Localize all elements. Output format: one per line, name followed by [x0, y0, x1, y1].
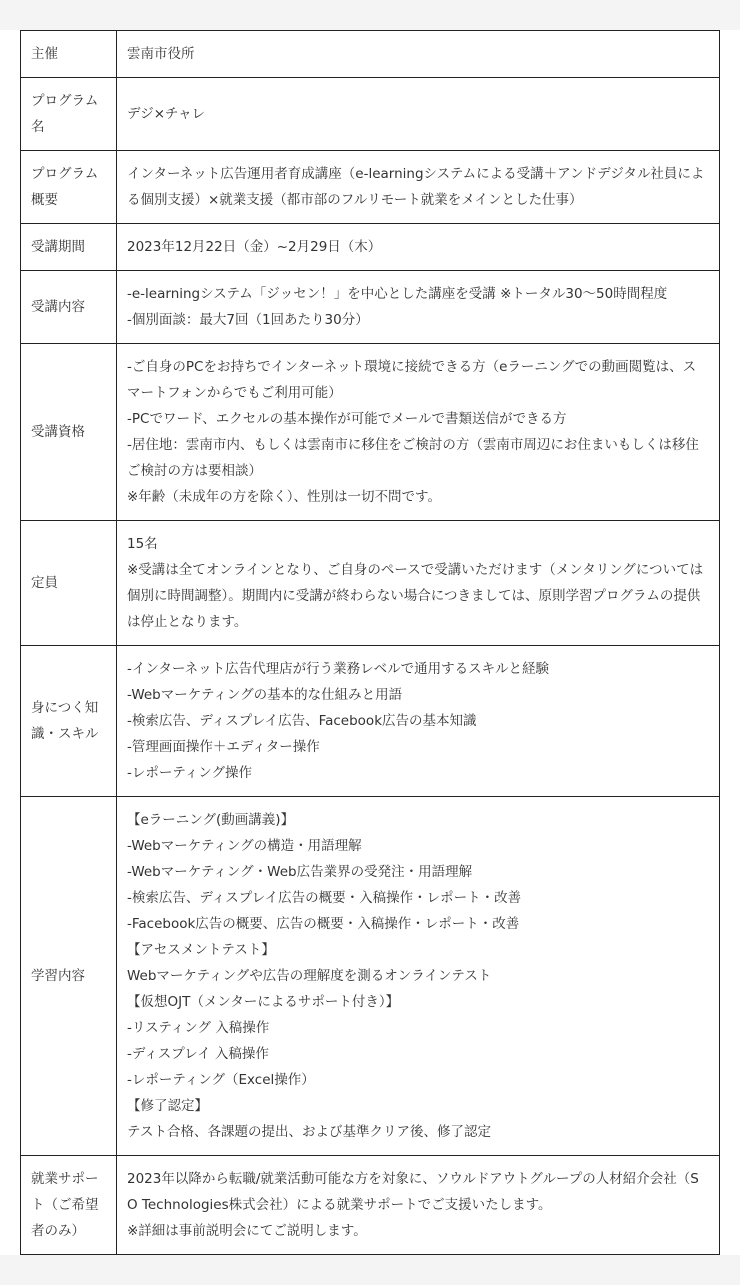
value-line: -Webマーケティングの基本的な仕組みと用語 [127, 687, 403, 703]
row-label-course-content: 受講内容 [21, 271, 117, 344]
row-value-course-content [117, 271, 720, 344]
table-row [21, 521, 720, 646]
value-line: -個別面談：最大7回（1回あたり30分） [127, 312, 369, 328]
value-line: -居住地：雲南市内、もしくは雲南市に移住をご検討の方（雲南市周辺にお住まいもしくは移住ご検討の方は要相談） [127, 437, 699, 479]
row-label-learning-content: 学習内容 [21, 797, 117, 1156]
table-body [21, 31, 720, 1255]
row-label-period: 受講期間 [21, 224, 117, 271]
value-line: -リスティング 入稿操作 [127, 1020, 270, 1036]
value-line: デジ×チャレ [127, 106, 206, 122]
table-row [21, 78, 720, 151]
table-row [21, 646, 720, 797]
row-value-program-overview [117, 151, 720, 224]
row-value-learning-content [117, 797, 720, 1156]
row-value-job-support [117, 1156, 720, 1255]
row-value-eligibility [117, 344, 720, 521]
row-value-period [117, 224, 720, 271]
value-line: -Webマーケティング・Web広告業界の受発注・用語理解 [127, 864, 473, 880]
value-line: ※年齢（未成年の方を除く）、性別は一切不問です。 [127, 489, 441, 505]
value-line: -Webマーケティングの構造・用語理解 [127, 838, 362, 854]
value-line: ※受講は全てオンラインとなり、ご自身のペースで受講いただけます（メンタリングについては個別に時間調整）。期間内に受講が終わらない場合につきましては、原則学習プログラムの提供は停止となります。 [127, 562, 704, 630]
row-value-program-name [117, 78, 720, 151]
value-line: -検索広告、ディスプレイ広告、Facebook広告の基本知識 [127, 713, 477, 729]
value-line: -PCでワード、エクセルの基本操作が可能でメールで書類送信ができる方 [127, 411, 567, 427]
value-line: 【仮想OJT（メンターによるサポート付き）】 [127, 994, 400, 1010]
value-line: -レポーティング操作 [127, 765, 253, 781]
value-line: ※詳細は事前説明会にてご説明します。 [127, 1223, 367, 1239]
program-info-table [20, 30, 720, 1255]
page-content [0, 30, 740, 1255]
row-label-capacity: 定員 [21, 521, 117, 646]
row-label-job-support: 就業サポート（ご希望者のみ） [21, 1156, 117, 1255]
value-line: -ディスプレイ 入稿操作 [127, 1046, 269, 1062]
value-line: Webマーケティングや広告の理解度を測るオンラインテスト [127, 968, 492, 984]
table-row [21, 151, 720, 224]
row-label-skills: 身につく知識・スキル [21, 646, 117, 797]
value-line: テスト合格、各課題の提出、および基準クリア後、修了認定 [127, 1124, 491, 1140]
value-line: 2023年以降から転職/就業活動可能な方を対象に、ソウルドアウトグループの人材紹介会社（SO Technologies株式会社）による就業サポートでご支援いたします。 [127, 1171, 699, 1213]
row-label-program-name: プログラム名 [21, 78, 117, 151]
value-line: -レポーティング（Excel操作） [127, 1072, 315, 1088]
value-line: 【eラーニング(動画講義)】 [127, 812, 295, 828]
row-value-capacity [117, 521, 720, 646]
value-line: -e-learningシステム「ジッセン！」を中心とした講座を受講 ※トータル30〜50時間程度 [127, 286, 668, 302]
table-row [21, 344, 720, 521]
value-line: -管理画面操作＋エディター操作 [127, 739, 320, 755]
value-line: -インターネット広告代理店が行う業務レベルで通用するスキルと経験 [127, 661, 550, 677]
row-label-organizer: 主催 [21, 31, 117, 78]
value-line: 【修了認定】 [127, 1098, 208, 1114]
row-value-skills [117, 646, 720, 797]
table-row [21, 1156, 720, 1255]
table-row [21, 271, 720, 344]
value-line: -ご自身のPCをお持ちでインターネット環境に接続できる方（eラーニングでの動画閲覧は、スマートフォンからでもご利用可能） [127, 359, 697, 401]
value-line: -検索広告、ディスプレイ広告の概要・入稿操作・レポート・改善 [127, 890, 522, 906]
table-row [21, 797, 720, 1156]
value-line: 【アセスメントテスト】 [127, 942, 275, 958]
row-value-organizer [117, 31, 720, 78]
row-label-eligibility: 受講資格 [21, 344, 117, 521]
value-line: 15名 [127, 536, 158, 552]
value-line: インターネット広告運用者育成講座（e-learningシステムによる受講＋アンドデジタル社員による個別支援）×就業支援（都市部のフルリモート就業をメインとした仕事） [127, 166, 705, 208]
table-row [21, 31, 720, 78]
value-line: -Facebook広告の概要、広告の概要・入稿操作・レポート・改善 [127, 916, 520, 932]
row-label-program-overview: プログラム概要 [21, 151, 117, 224]
value-line: 雲南市役所 [127, 46, 195, 62]
table-row [21, 224, 720, 271]
value-line: 2023年12月22日（金）~2月29日（木） [127, 239, 382, 255]
